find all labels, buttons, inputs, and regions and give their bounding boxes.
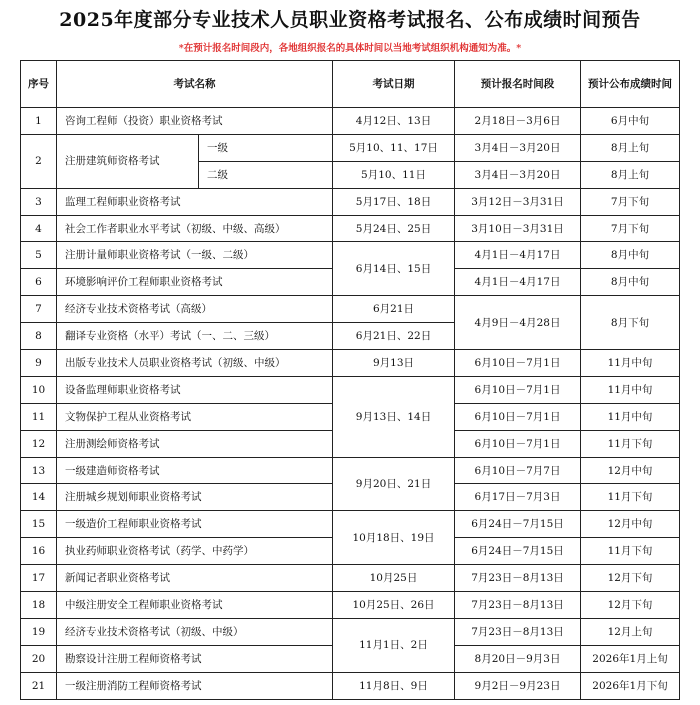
reg-period: 3月12日－3月31日 [455,188,581,215]
header-score-time: 预计公布成绩时间 [581,61,680,108]
exam-name: 注册建筑师资格考试 [57,134,199,188]
row-no: 19 [21,618,57,645]
table-row [21,134,680,161]
reg-period: 6月10日－7月1日 [455,430,581,457]
score-time: 8月中旬 [581,269,680,296]
reg-period: 6月10日－7月1日 [455,376,581,403]
row-no: 21 [21,672,57,699]
reg-period: 6月10日－7月1日 [455,350,581,377]
row-no: 6 [21,269,57,296]
table-row [21,457,680,484]
score-time: 11月下旬 [581,538,680,565]
score-time: 11月下旬 [581,430,680,457]
exam-name: 注册测绘师资格考试 [57,430,333,457]
row-no: 1 [21,108,57,135]
table-row [21,188,680,215]
exam-name: 环境影响评价工程师职业资格考试 [57,269,333,296]
exam-name: 一级注册消防工程师资格考试 [57,672,333,699]
header-reg-period: 预计报名时间段 [455,61,581,108]
reg-period: 7月23日－8月13日 [455,618,581,645]
exam-date: 10月25日、26日 [333,592,455,619]
table-row [21,215,680,242]
score-time: 12月中旬 [581,511,680,538]
row-no: 4 [21,215,57,242]
exam-date: 9月13日 [333,350,455,377]
exam-date: 10月25日 [333,565,455,592]
table-row [21,592,680,619]
row-no: 11 [21,403,57,430]
score-time: 7月下旬 [581,215,680,242]
exam-name: 一级建造师资格考试 [57,457,333,484]
exam-name: 出版专业技术人员职业资格考试（初级、中级） [57,350,333,377]
score-time: 12月下旬 [581,592,680,619]
exam-name: 监理工程师职业资格考试 [57,188,333,215]
notice-text: *在预计报名时间段内，各地组织报名的具体时间以当地考试组织机构通知为准。* [178,43,522,54]
row-no: 3 [21,188,57,215]
score-time: 11月下旬 [581,484,680,511]
exam-name: 经济专业技术资格考试（初级、中级） [57,618,333,645]
exam-date: 9月20日、21日 [333,457,455,511]
row-no: 17 [21,565,57,592]
score-time: 2026年1月下旬 [581,672,680,699]
score-time: 12月下旬 [581,565,680,592]
reg-period: 6月24日－7月15日 [455,538,581,565]
reg-period: 6月17日－7月3日 [455,484,581,511]
exam-name: 新闻记者职业资格考试 [57,565,333,592]
score-time: 8月上旬 [581,161,680,188]
score-time: 7月下旬 [581,188,680,215]
exam-date: 5月10、11日 [333,161,455,188]
score-time: 8月中旬 [581,242,680,269]
score-time: 12月中旬 [581,457,680,484]
reg-period: 2月18日－3月6日 [455,108,581,135]
reg-period: 6月10日－7月7日 [455,457,581,484]
header-exam-date: 考试日期 [333,61,455,108]
table-row [21,376,680,403]
reg-period: 6月10日－7月1日 [455,403,581,430]
table-row [21,108,680,135]
reg-period: 3月10日－3月31日 [455,215,581,242]
table-header-row [21,61,680,108]
exam-date: 6月14日、15日 [333,242,455,296]
score-time: 8月上旬 [581,134,680,161]
row-no: 20 [21,645,57,672]
exam-date: 5月24日、25日 [333,215,455,242]
score-time: 8月下旬 [581,296,680,350]
header-name: 考试名称 [57,61,333,108]
exam-date: 11月1日、2日 [333,618,455,672]
exam-name: 一级造价工程师职业资格考试 [57,511,333,538]
exam-name: 翻译专业资格（水平）考试（一、二、三级） [57,323,333,350]
page-title: 2025年度部分专业技术人员职业资格考试报名、公布成绩时间预告 [59,9,641,31]
exam-date: 6月21日、22日 [333,323,455,350]
score-time: 12月上旬 [581,618,680,645]
exam-date: 4月12日、13日 [333,108,455,135]
reg-period: 8月20日－9月3日 [455,645,581,672]
table-row [21,672,680,699]
reg-period: 3月4日－3月20日 [455,161,581,188]
table-row [21,511,680,538]
sub-level: 二级 [199,161,333,188]
exam-name: 注册计量师职业资格考试（一级、二级） [57,242,333,269]
exam-name: 文物保护工程从业资格考试 [57,403,333,430]
row-no: 5 [21,242,57,269]
exam-name: 注册城乡规划师职业资格考试 [57,484,333,511]
exam-date: 5月17日、18日 [333,188,455,215]
exam-name: 咨询工程师（投资）职业资格考试 [57,108,333,135]
row-no: 8 [21,323,57,350]
sub-level: 一级 [199,134,333,161]
exam-name: 设备监理师职业资格考试 [57,376,333,403]
score-time: 6月中旬 [581,108,680,135]
exam-date: 11月8日、9日 [333,672,455,699]
score-time: 2026年1月上旬 [581,645,680,672]
table-row [21,350,680,377]
row-no: 13 [21,457,57,484]
row-no: 15 [21,511,57,538]
table-row [21,296,680,323]
exam-date: 5月10、11、17日 [333,134,455,161]
row-no: 12 [21,430,57,457]
reg-period: 3月4日－3月20日 [455,134,581,161]
row-no: 14 [21,484,57,511]
score-time: 11月中旬 [581,376,680,403]
score-time: 11月中旬 [581,350,680,377]
exam-date: 10月18日、19日 [333,511,455,565]
exam-name: 勘察设计注册工程师资格考试 [57,645,333,672]
reg-period: 4月1日－4月17日 [455,269,581,296]
row-no: 2 [21,134,57,188]
score-time: 11月中旬 [581,403,680,430]
exam-name: 社会工作者职业水平考试（初级、中级、高级） [57,215,333,242]
row-no: 7 [21,296,57,323]
row-no: 10 [21,376,57,403]
reg-period: 6月24日－7月15日 [455,511,581,538]
reg-period: 7月23日－8月13日 [455,565,581,592]
reg-period: 7月23日－8月13日 [455,592,581,619]
reg-period: 9月2日－9月23日 [455,672,581,699]
table-row [21,618,680,645]
row-no: 18 [21,592,57,619]
reg-period: 4月9日－4月28日 [455,296,581,350]
row-no: 9 [21,350,57,377]
exam-schedule-table [20,60,680,700]
exam-name: 经济专业技术资格考试（高级） [57,296,333,323]
exam-name: 中级注册安全工程师职业资格考试 [57,592,333,619]
reg-period: 4月1日－4月17日 [455,242,581,269]
header-no: 序号 [21,61,57,108]
exam-date: 6月21日 [333,296,455,323]
table-row [21,565,680,592]
exam-date: 9月13日、14日 [333,376,455,457]
table-row [21,242,680,269]
exam-name: 执业药师职业资格考试（药学、中药学） [57,538,333,565]
row-no: 16 [21,538,57,565]
